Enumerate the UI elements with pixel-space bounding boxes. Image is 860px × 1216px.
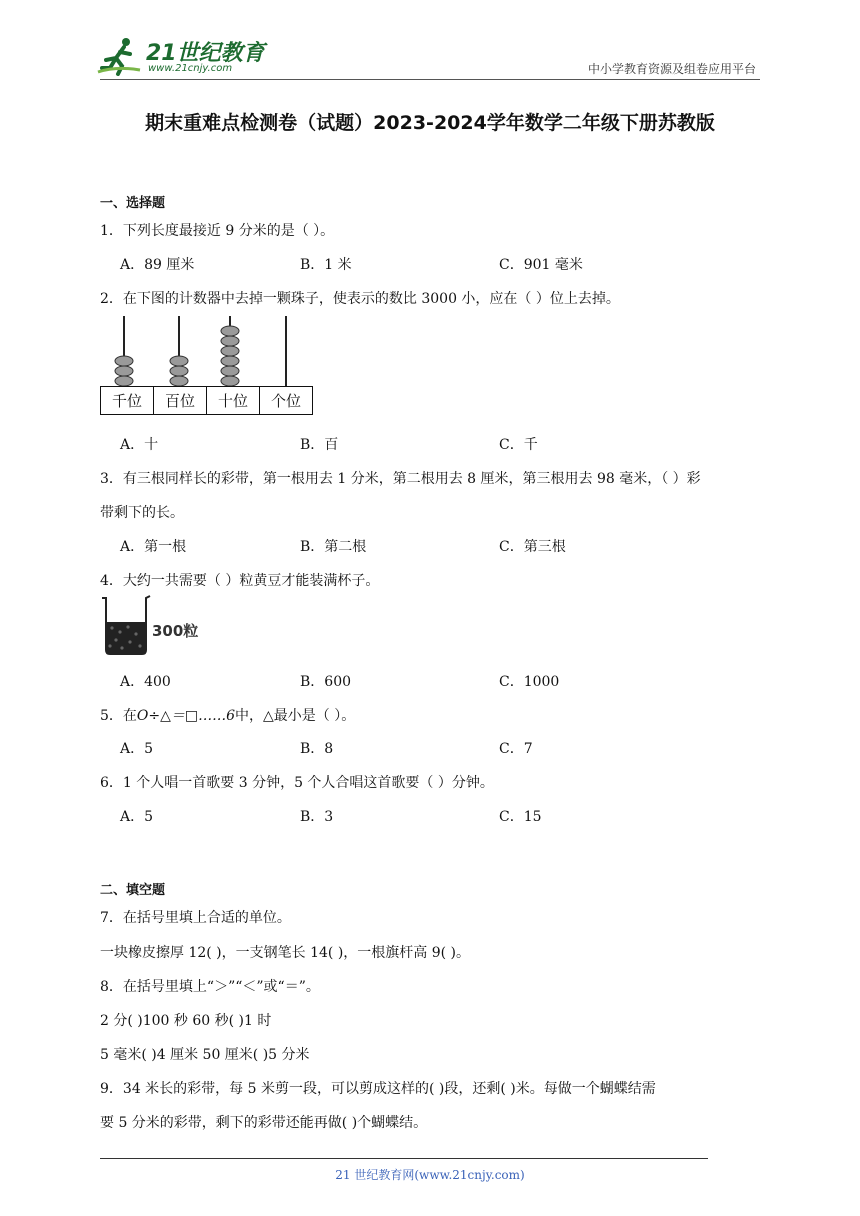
section-fill-heading: 二、填空题 (100, 883, 166, 898)
abacus-label-thousands: 千位 (101, 387, 154, 415)
abacus-label-ones: 个位 (260, 387, 313, 415)
page-title: 期末重难点检测卷（试题）2023-2024学年数学二年级下册苏教版 (145, 112, 715, 134)
q3-option-b: B．第二根 (300, 539, 367, 555)
question-8-line-1: 2 分( )100 秒 60 秒( )1 时 (100, 1013, 272, 1029)
q4-option-b: B．600 (300, 674, 352, 690)
q4-option-c: C．1000 (499, 674, 560, 690)
abacus-label-tens: 十位 (207, 387, 260, 415)
q3-option-c: C．第三根 (499, 539, 566, 555)
question-8: 8．在括号里填上“＞”“＜”或“＝”。 (100, 979, 320, 995)
abacus-bead (170, 366, 188, 376)
platform-name: 中小学教育资源及组卷应用平台 (587, 62, 756, 76)
bean-cup-figure (100, 594, 200, 658)
footer-text: 21 世纪教育网(www.21cnjy.com) (335, 1168, 525, 1182)
abacus-bead (115, 376, 133, 386)
abacus-bead (221, 336, 239, 346)
cup-bean-count-label: 300粒 (152, 622, 199, 640)
question-2: 2．在下图的计数器中去掉一颗珠子，使表示的数比 3000 小，应在（ ）位上去掉。 (100, 291, 620, 307)
q1-option-a: A．89 厘米 (120, 257, 195, 273)
abacus-bead (115, 366, 133, 376)
q2-option-a: A．十 (120, 437, 159, 453)
cup-icon (100, 594, 152, 656)
footer-divider (100, 1158, 708, 1159)
q5-prefix: 5．在 (100, 708, 137, 724)
abacus-bead (221, 366, 239, 376)
q3-option-a: A．第一根 (120, 539, 187, 555)
question-1: 1．下列长度最接近 9 分米的是（ ）。 (100, 223, 335, 239)
header-divider (100, 79, 760, 80)
question-4: 4．大约一共需要（ ）粒黄豆才能装满杯子。 (100, 573, 380, 589)
logo-text: 21世纪教育 (146, 41, 265, 66)
abacus-bead (170, 376, 188, 386)
question-9-line-1: 9．34 米长的彩带，每 5 米剪一段，可以剪成这样的( )段，还剩( )米。每做一个蝴蝶结需 (100, 1081, 656, 1097)
q6-option-a: A．5 (120, 809, 154, 825)
abacus-place-labels (100, 386, 313, 415)
q2-option-c: C．千 (499, 437, 538, 453)
runner-logo-icon (96, 36, 144, 76)
abacus-bead (221, 376, 239, 386)
q6-option-c: C．15 (499, 809, 542, 825)
abacus-figure (100, 316, 314, 418)
question-8-line-2: 5 毫米( )4 厘米 50 厘米( )5 分米 (100, 1047, 310, 1063)
q5-option-b: B．8 (300, 741, 334, 757)
question-9-line-2: 要 5 分米的彩带，剩下的彩带还能再做( )个蝴蝶结。 (100, 1115, 428, 1131)
logo-url: www.21cnjy.com (148, 63, 233, 74)
abacus-bead (221, 326, 239, 336)
q4-option-a: A．400 (120, 674, 171, 690)
q1-option-b: B．1 米 (300, 257, 352, 273)
site-logo (96, 36, 266, 78)
question-7-blanks: 一块橡皮擦厚 12( )，一支钢笔长 14( )，一根旗杆高 9( )。 (100, 945, 471, 961)
q5-suffix: 中，△最小是（ ）。 (235, 708, 356, 724)
abacus-bead (221, 356, 239, 366)
question-3-line-2: 带剩下的长。 (100, 505, 184, 521)
question-3-line-1: 3．有三根同样长的彩带，第一根用去 1 分米，第二根用去 8 厘米，第三根用去 98 毫米，（ ）彩 (100, 471, 701, 487)
q5-option-c: C．7 (499, 741, 533, 757)
question-5 (100, 705, 355, 725)
q6-option-b: B．3 (300, 809, 334, 825)
question-7: 7．在括号里填上合适的单位。 (100, 910, 291, 926)
q1-option-c: C．901 毫米 (499, 257, 583, 273)
abacus-bead (170, 356, 188, 366)
q5-option-a: A．5 (120, 741, 154, 757)
question-6: 6．1 个人唱一首歌要 3 分钟，5 个人合唱这首歌要（ ）分钟。 (100, 775, 494, 791)
abacus-bead (221, 346, 239, 356)
section-choice-heading: 一、选择题 (100, 196, 166, 211)
abacus-drawing (100, 316, 314, 388)
abacus-label-hundreds: 百位 (154, 387, 207, 415)
q5-formula: O÷△＝□……6 (136, 708, 236, 724)
abacus-bead (115, 356, 133, 366)
q2-option-b: B．百 (300, 437, 339, 453)
